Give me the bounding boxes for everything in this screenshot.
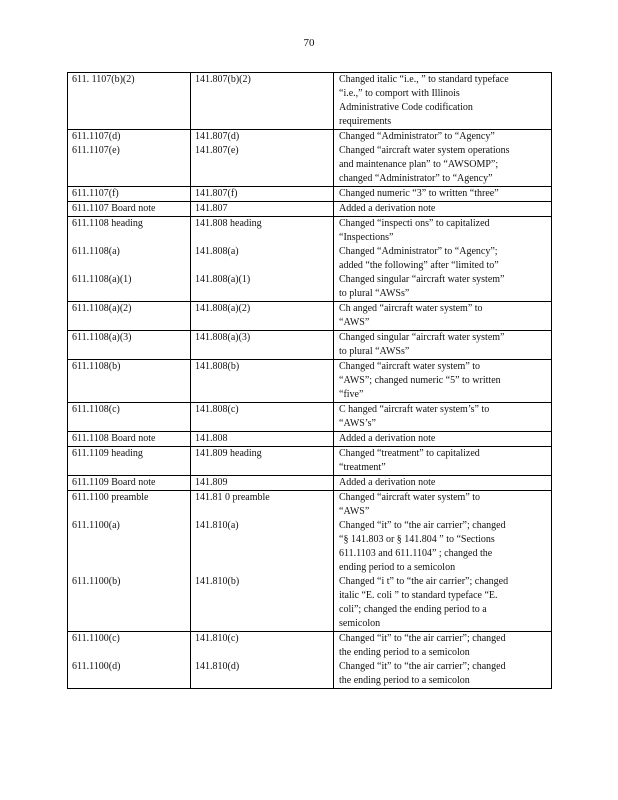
new-section-text: 141.808(a)(3)	[195, 332, 251, 343]
old-section-text: 611.1108(a)(2)	[72, 303, 132, 314]
new-section-text: 141.807(d)	[195, 131, 240, 142]
old-section-cell	[68, 476, 191, 491]
description-line: Changed “aircraft water system” to	[339, 492, 481, 503]
spacer	[195, 617, 330, 631]
old-section-cell	[68, 217, 191, 302]
old-section-text: 611.1109 Board note	[72, 477, 156, 488]
old-section-cell	[68, 360, 191, 403]
old-section-text: 611.1107(e)	[72, 145, 120, 156]
description-line: and maintenance plan” to “AWSOMP”;	[339, 159, 499, 170]
new-section-text: 141.808	[195, 433, 228, 444]
description-line: Changed italic “i.e., ” to standard typeface	[339, 74, 509, 85]
spacer	[195, 115, 330, 129]
new-section-text: 141.808(b)	[195, 361, 240, 372]
spacer	[195, 674, 330, 688]
spacer	[72, 417, 187, 431]
old-section-text: 611.1107(f)	[72, 188, 119, 199]
new-section-text: 141.809	[195, 477, 228, 488]
description-line: “AWS”	[339, 317, 370, 328]
spacer	[195, 374, 330, 388]
spacer	[195, 158, 330, 172]
spacer	[195, 547, 330, 561]
new-section-text: 141.808(a)(2)	[195, 303, 251, 314]
derivation-table	[67, 72, 552, 689]
old-section-cell	[68, 447, 191, 476]
spacer	[72, 115, 187, 129]
description-cell	[334, 217, 552, 302]
description-line: Changed numeric “3” to written “three”	[339, 188, 499, 199]
spacer	[72, 158, 187, 172]
description-line: Added a derivation note	[339, 203, 436, 214]
description-line: “i.e.,” to comport with Illinois	[339, 88, 460, 99]
old-section-text: 611.1108 heading	[72, 218, 143, 229]
spacer	[72, 388, 187, 402]
description-line: added “the following” after “limited to”	[339, 260, 499, 271]
old-section-text: 611.1107 Board note	[72, 203, 156, 214]
description-line: Changed “i t” to “the air carrier”; changed	[339, 576, 509, 587]
description-line: Added a derivation note	[339, 433, 436, 444]
new-section-cell	[191, 73, 334, 130]
spacer	[195, 646, 330, 660]
new-section-text: 141.807(b)(2)	[195, 74, 251, 85]
description-line: to plural “AWSs”	[339, 288, 410, 299]
spacer	[72, 674, 187, 688]
spacer	[72, 547, 187, 561]
old-section-text: 611.1108(c)	[72, 404, 120, 415]
table-row	[68, 491, 552, 632]
old-section-text: 611.1109 heading	[72, 448, 143, 459]
spacer	[195, 259, 330, 273]
new-section-text: 141.81 0 preamble	[195, 492, 270, 503]
spacer	[72, 617, 187, 631]
spacer	[72, 561, 187, 575]
old-section-cell	[68, 331, 191, 360]
spacer	[195, 603, 330, 617]
description-cell	[334, 130, 552, 187]
spacer	[72, 603, 187, 617]
table-row	[68, 73, 552, 130]
spacer	[195, 533, 330, 547]
description-line: Changed “it” to “the air carrier”; changed	[339, 661, 506, 672]
spacer	[195, 287, 330, 301]
description-cell	[334, 403, 552, 432]
new-section-text: 141.810(b)	[195, 576, 240, 587]
new-section-text: 141.807	[195, 203, 228, 214]
description-line: Changed “inspecti ons” to capitalized	[339, 218, 490, 229]
description-line: Changed singular “aircraft water system”	[339, 274, 505, 285]
description-line: Changed “Administrator” to “Agency”;	[339, 246, 498, 257]
old-section-cell	[68, 130, 191, 187]
new-section-cell	[191, 187, 334, 202]
old-section-cell	[68, 202, 191, 217]
description-line: italic “E. coli ” to standard typeface “E.	[339, 590, 498, 601]
old-section-cell	[68, 432, 191, 447]
description-cell	[334, 331, 552, 360]
spacer	[195, 505, 330, 519]
old-section-text: 611.1108(a)(1)	[72, 274, 132, 285]
page-number: 70	[303, 37, 315, 49]
description-line: C hanged “aircraft water system’s” to	[339, 404, 490, 415]
description-line: Changed “treatment” to capitalized	[339, 448, 480, 459]
description-line: 611.1103 and 611.1104” ; changed the	[339, 548, 493, 559]
table-row	[68, 403, 552, 432]
new-section-text: 141.810(c)	[195, 633, 239, 644]
new-section-text: 141.807(f)	[195, 188, 238, 199]
table-row	[68, 302, 552, 331]
new-section-cell	[191, 491, 334, 632]
spacer	[72, 589, 187, 603]
table-row	[68, 130, 552, 187]
description-line: the ending period to a semicolon	[339, 675, 470, 686]
description-line: “AWS”; changed numeric “5” to written	[339, 375, 501, 386]
spacer	[195, 101, 330, 115]
spacer	[72, 101, 187, 115]
new-section-text: 141.808(c)	[195, 404, 239, 415]
new-section-text: 141.807(e)	[195, 145, 239, 156]
table-row	[68, 187, 552, 202]
old-section-cell	[68, 187, 191, 202]
old-section-text: 611.1100 preamble	[72, 492, 149, 503]
spacer	[195, 231, 330, 245]
new-section-cell	[191, 447, 334, 476]
description-line: “§ 141.803 or § 141.804 ” to “Sections	[339, 534, 495, 545]
old-section-text: 611.1108(a)(3)	[72, 332, 132, 343]
table-row	[68, 476, 552, 491]
old-section-cell	[68, 73, 191, 130]
old-section-text: 611.1100(c)	[72, 633, 120, 644]
description-line: “AWS’s”	[339, 418, 376, 429]
table-row	[68, 331, 552, 360]
new-section-cell	[191, 632, 334, 689]
old-section-cell	[68, 632, 191, 689]
description-cell	[334, 491, 552, 632]
new-section-text: 141.808(a)(1)	[195, 274, 251, 285]
old-section-text: 611.1100(d)	[72, 661, 121, 672]
description-line: “AWS”	[339, 506, 370, 517]
description-cell	[334, 187, 552, 202]
spacer	[72, 505, 187, 519]
description-line: Changed “aircraft water system” to	[339, 361, 481, 372]
spacer	[72, 461, 187, 475]
old-section-text: 611.1100(b)	[72, 576, 121, 587]
description-line: Changed “aircraft water system operations	[339, 145, 510, 156]
table-row	[68, 432, 552, 447]
description-line: Changed “it” to “the air carrier”; changed	[339, 633, 506, 644]
new-section-text: 141.810(a)	[195, 520, 239, 531]
new-section-text: 141.808 heading	[195, 218, 262, 229]
description-line: semicolon	[339, 618, 381, 629]
new-section-cell	[191, 202, 334, 217]
spacer	[72, 87, 187, 101]
description-line: Administrative Code codification	[339, 102, 473, 113]
description-cell	[334, 360, 552, 403]
description-line: the ending period to a semicolon	[339, 647, 470, 658]
table-row	[68, 632, 552, 689]
new-section-cell	[191, 217, 334, 302]
spacer	[195, 388, 330, 402]
description-line: ending period to a semicolon	[339, 562, 456, 573]
description-cell	[334, 73, 552, 130]
description-cell	[334, 632, 552, 689]
old-section-cell	[68, 403, 191, 432]
table-row	[68, 217, 552, 302]
new-section-cell	[191, 476, 334, 491]
old-section-text: 611. 1107(b)(2)	[72, 74, 135, 85]
old-section-text: 611.1108(a)	[72, 246, 120, 257]
new-section-text: 141.809 heading	[195, 448, 262, 459]
spacer	[72, 172, 187, 186]
description-line: requirements	[339, 116, 392, 127]
old-section-text: 611.1108(b)	[72, 361, 121, 372]
spacer	[195, 87, 330, 101]
new-section-cell	[191, 403, 334, 432]
description-line: coli”; changed the ending period to a	[339, 604, 487, 615]
new-section-cell	[191, 360, 334, 403]
description-cell	[334, 476, 552, 491]
spacer	[195, 417, 330, 431]
description-line: Changed “it” to “the air carrier”; changed	[339, 520, 506, 531]
description-line: Changed singular “aircraft water system”	[339, 332, 505, 343]
description-line: Added a derivation note	[339, 477, 436, 488]
new-section-cell	[191, 302, 334, 331]
description-cell	[334, 302, 552, 331]
spacer	[195, 561, 330, 575]
description-cell	[334, 432, 552, 447]
spacer	[72, 259, 187, 273]
description-cell	[334, 202, 552, 217]
spacer	[195, 172, 330, 186]
old-section-cell	[68, 302, 191, 331]
table-row	[68, 360, 552, 403]
spacer	[72, 646, 187, 660]
spacer	[72, 533, 187, 547]
spacer	[72, 374, 187, 388]
spacer	[72, 287, 187, 301]
spacer	[195, 316, 330, 330]
spacer	[72, 316, 187, 330]
description-line: Changed “Administrator” to “Agency”	[339, 131, 495, 142]
description-line: “treatment”	[339, 462, 386, 473]
new-section-text: 141.808(a)	[195, 246, 239, 257]
table-row	[68, 202, 552, 217]
spacer	[195, 345, 330, 359]
description-line: “five”	[339, 389, 364, 400]
spacer	[195, 461, 330, 475]
new-section-cell	[191, 432, 334, 447]
table-body	[68, 73, 552, 689]
new-section-cell	[191, 331, 334, 360]
description-line: Ch anged “aircraft water system” to	[339, 303, 483, 314]
description-line: to plural “AWSs”	[339, 346, 410, 357]
description-line: “Inspections”	[339, 232, 394, 243]
old-section-text: 611.1107(d)	[72, 131, 121, 142]
spacer	[195, 589, 330, 603]
old-section-text: 611.1100(a)	[72, 520, 120, 531]
old-section-cell	[68, 491, 191, 632]
new-section-text: 141.810(d)	[195, 661, 240, 672]
old-section-text: 611.1108 Board note	[72, 433, 156, 444]
new-section-cell	[191, 130, 334, 187]
description-line: changed “Administrator” to “Agency”	[339, 173, 493, 184]
table-row	[68, 447, 552, 476]
spacer	[72, 231, 187, 245]
description-cell	[334, 447, 552, 476]
spacer	[72, 345, 187, 359]
